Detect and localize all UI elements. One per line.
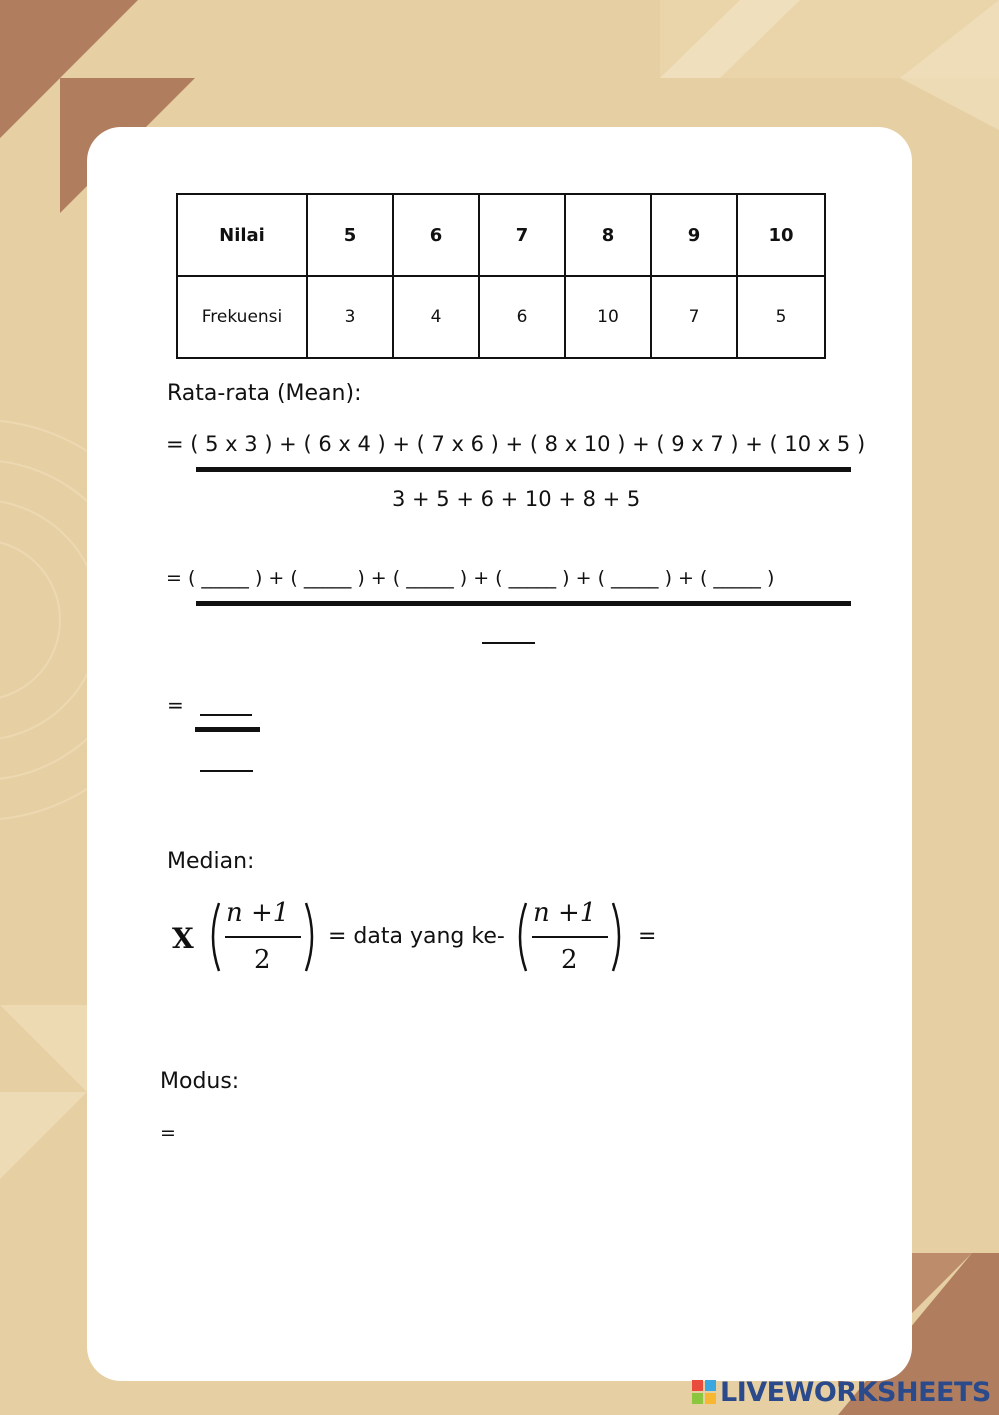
table-cell: 6	[479, 276, 565, 358]
table-cell: Nilai	[177, 194, 307, 276]
table-cell: 7	[651, 276, 737, 358]
table-cell: 4	[393, 276, 479, 358]
mean-denominator: 3 + 5 + 6 + 10 + 8 + 5	[392, 487, 641, 511]
bg-triangle-light	[0, 1092, 87, 1179]
table-cell: Frekuensi	[177, 276, 307, 358]
mean-equals: =	[167, 693, 184, 717]
answer-blank[interactable]	[200, 770, 253, 772]
frequency-table	[176, 193, 826, 359]
answer-blank[interactable]	[200, 714, 252, 716]
table-row	[177, 276, 825, 358]
modus-label: Modus:	[160, 1069, 240, 1094]
fraction-numerator: n +1	[533, 898, 597, 928]
bg-triangle	[0, 78, 60, 138]
modus-equals: =	[160, 1122, 176, 1144]
fraction-bar	[195, 727, 260, 732]
table-cell: 6	[393, 194, 479, 276]
median-label: Median:	[167, 849, 255, 874]
mean-blank-numerator: = ( _____ ) + ( _____ ) + ( _____ ) + ( _____ ) + ( _____ ) + ( _____ )	[166, 567, 775, 589]
liveworksheets-watermark	[692, 1374, 991, 1410]
fraction-bar	[196, 601, 851, 606]
table-cell: 9	[651, 194, 737, 276]
table-cell: 10	[737, 194, 825, 276]
median-x-symbol: X	[172, 922, 194, 955]
fraction-denominator: 2	[561, 945, 578, 975]
mean-numerator: = ( 5 x 3 ) + ( 6 x 4 ) + ( 7 x 6 ) + ( 8 x 10 ) + ( 9 x 7 ) + ( 10 x 5 )	[166, 432, 866, 456]
table-cell: 5	[737, 276, 825, 358]
fraction-bar	[196, 467, 851, 472]
median-equals: =	[638, 924, 657, 949]
table-cell: 8	[565, 194, 651, 276]
table-cell: 3	[307, 276, 393, 358]
table-cell: 10	[565, 276, 651, 358]
table-row	[177, 194, 825, 276]
table-cell: 7	[479, 194, 565, 276]
median-middle-text: = data yang ke-	[328, 924, 505, 949]
fraction-numerator: n +1	[226, 898, 290, 928]
liveworksheets-logo-icon	[692, 1380, 716, 1404]
table-cell: 5	[307, 194, 393, 276]
bg-triangle-light	[0, 1005, 87, 1092]
answer-blank[interactable]	[482, 642, 535, 644]
watermark-text: LIVEWORKSHEETS	[720, 1376, 991, 1408]
mean-label: Rata-rata (Mean):	[167, 381, 362, 406]
fraction-denominator: 2	[254, 945, 271, 975]
